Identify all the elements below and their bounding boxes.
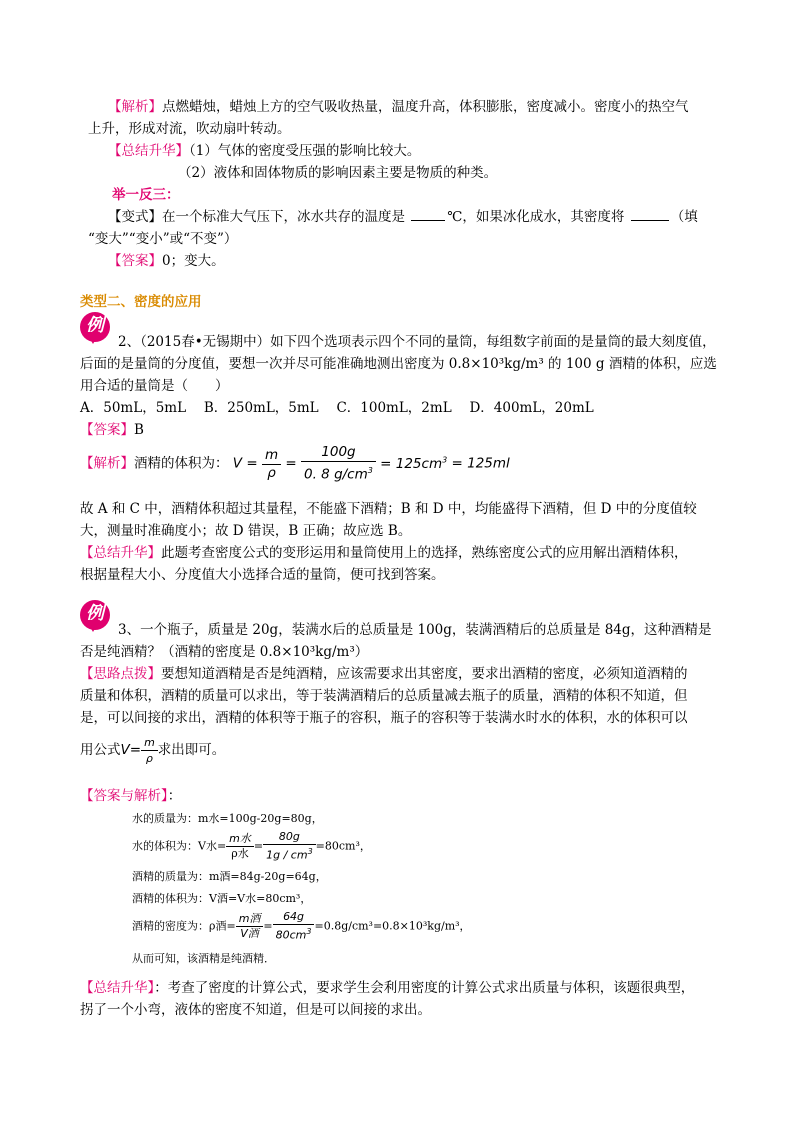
q2-answer-tag: 【答案】 <box>80 422 134 438</box>
q3-r1: 水的质量为：m水=100g-20g=80g， <box>132 812 323 825</box>
example-badge-2: 例 <box>80 312 110 342</box>
blank-2 <box>631 208 669 221</box>
q3-ans-tag: 【答案与解析】 <box>80 788 168 804</box>
summary-line-1: 【总结升华】（1）气体的密度受压强的影响比较大。 <box>108 143 421 159</box>
q2-analysis-tag: 【解析】 <box>80 455 134 472</box>
answer-tag: 【答案】 <box>108 253 162 269</box>
q3-hint-3: 是，可以间接的求出，酒精的体积等于瓶子的容积，瓶子的容积等于装满水时水的体积，水的体积可以 <box>80 710 688 726</box>
q2-summary-2: 根据量程大小、分度值大小选择合适的量筒，便可找到答案。 <box>80 567 445 583</box>
q2-summary-1: 【总结升华】此题考查密度公式的变形运用和量筒使用上的选择，熟练密度公式的应用解出酒精体积， <box>80 545 688 561</box>
q2-cont-1: 故 A 和 C 中，酒精体积超过其量程，不能盛下酒精；B 和 D 中，均能盛得下酒精，但 D 中的分度值较 <box>80 501 697 517</box>
analysis-line-2: 上升，形成对流，吹动扇叶转动。 <box>88 121 291 137</box>
q2-answer: 【答案】B <box>80 422 144 438</box>
blank-1 <box>411 208 445 221</box>
q3-hint-tag: 【思路点拨】 <box>80 666 161 682</box>
example-badge-3: 例 <box>80 600 110 630</box>
q3-hint-4: 用公式V= $\frac{m}{\rho}$ 求出即可。 <box>80 736 226 765</box>
q3-hint-1: 【思路点拨】要想知道酒精是否是纯酒精，应该需要求出其密度，要求出酒精的密度，必须知道酒精的 <box>80 666 688 682</box>
analysis-tag: 【解析】 <box>108 99 162 115</box>
q2-summary-tag: 【总结升华】 <box>80 545 161 561</box>
q3-r4: 酒精的体积为：V酒=V水=80cm³， <box>132 892 312 905</box>
answer-line: 【答案】0；变大。 <box>108 253 225 269</box>
frac-m-rho: $\frac{m}{\rho}$ <box>262 447 281 482</box>
q2-analysis-formula: 【解析】酒精的体积为： V = $\frac{m}{\rho}$ = $\frac{100g}{0. 8 g/cm^3}$ = $125cm^3 = 125ml$ <box>80 444 510 483</box>
jyfs-heading: 举一反三： <box>112 187 180 203</box>
q3-hint-2: 质量和体积，酒精的质量可以求出，等于装满酒精后的总质量减去瓶子的质量，酒精的体积不知道，但 <box>80 688 688 704</box>
frac-hint: $\frac{m}{\rho}$ <box>141 735 158 766</box>
q3-summary-2: 拐了一个小弯，液体的密度不知道，但是可以间接的求出。 <box>80 1002 431 1018</box>
variant-line-1: 【变式】在一个标准大气压下，冰水共存的温度是 ℃，如果冰化成水，其密度将 （填 <box>108 209 698 225</box>
summary-tag: 【总结升华】 <box>108 143 189 159</box>
q3-line-2: 否是纯酒精？（酒精的密度是 0.8×10³kg/m³） <box>80 644 369 660</box>
q3-line-1: 3、一个瓶子，质量是 20g，装满水后的总质量是 100g，装满酒精后的总质量是 84g，这种酒精是 <box>118 622 712 638</box>
q3-summary-1: 【总结升华】：考查了密度的计算公式，要求学生会利用密度的计算公式求出质量与体积，该题很典型， <box>80 980 695 996</box>
q3-r5: 酒精的密度为：ρ酒= $\frac{\text{m酒}}{\text{V酒}}$ = $\frac{64g}{80cm^3}$ =0.8g/cm³=0.8×10³kg/m³， <box>132 910 471 942</box>
variant-line-2: “变大”“变小”或“不变”） <box>88 231 238 247</box>
q3-r6: 从而可知，该酒精是纯酒精． <box>132 952 275 965</box>
q2-cont-2: 大，测量时准确度小；故 D 错误，B 正确；故应选 B。 <box>80 523 412 539</box>
section-title: 类型二、密度的应用 <box>80 294 202 310</box>
frac-100g: $\frac{100g}{0. 8 g/cm^3}$ <box>301 444 376 484</box>
q2-line-3: 用合适的量筒是（ ） <box>80 378 229 394</box>
q3-summary-tag: 【总结升华】 <box>80 980 155 996</box>
q3-r3: 酒精的质量为：m酒=84g-20g=64g， <box>132 870 327 883</box>
q3-ans-heading: 【答案与解析】： <box>80 788 182 804</box>
q3-r2: 水的体积为：V水= $\frac{\text{m水}}{\text{ρ水}}$ = $\frac{80g}{1g / cm^3}$ =80cm³， <box>132 830 371 862</box>
analysis-line-1: 【解析】点燃蜡烛，蜡烛上方的空气吸收热量，温度升高，体积膨胀，密度减小。密度小的热空气 <box>108 99 689 115</box>
summary-line-2: （2）液体和固体物质的影响因素主要是物质的种类。 <box>178 165 498 181</box>
q2-line-2: 后面的是量筒的分度值，要想一次并尽可能准确地测出密度为 0.8×10³kg/m³ 的 100 g 酒精的体积，应选 <box>80 356 717 372</box>
q2-line-1: 2、（2015春•无锡期中）如下四个选项表示四个不同的量筒，每组数字前面的是量筒的最大刻度值， <box>118 334 716 350</box>
q2-options: A．50mL，5mL B．250mL，5mL C．100mL，2mL D．400mL，20mL <box>80 400 594 416</box>
variant-tag: 【变式】 <box>108 209 162 225</box>
